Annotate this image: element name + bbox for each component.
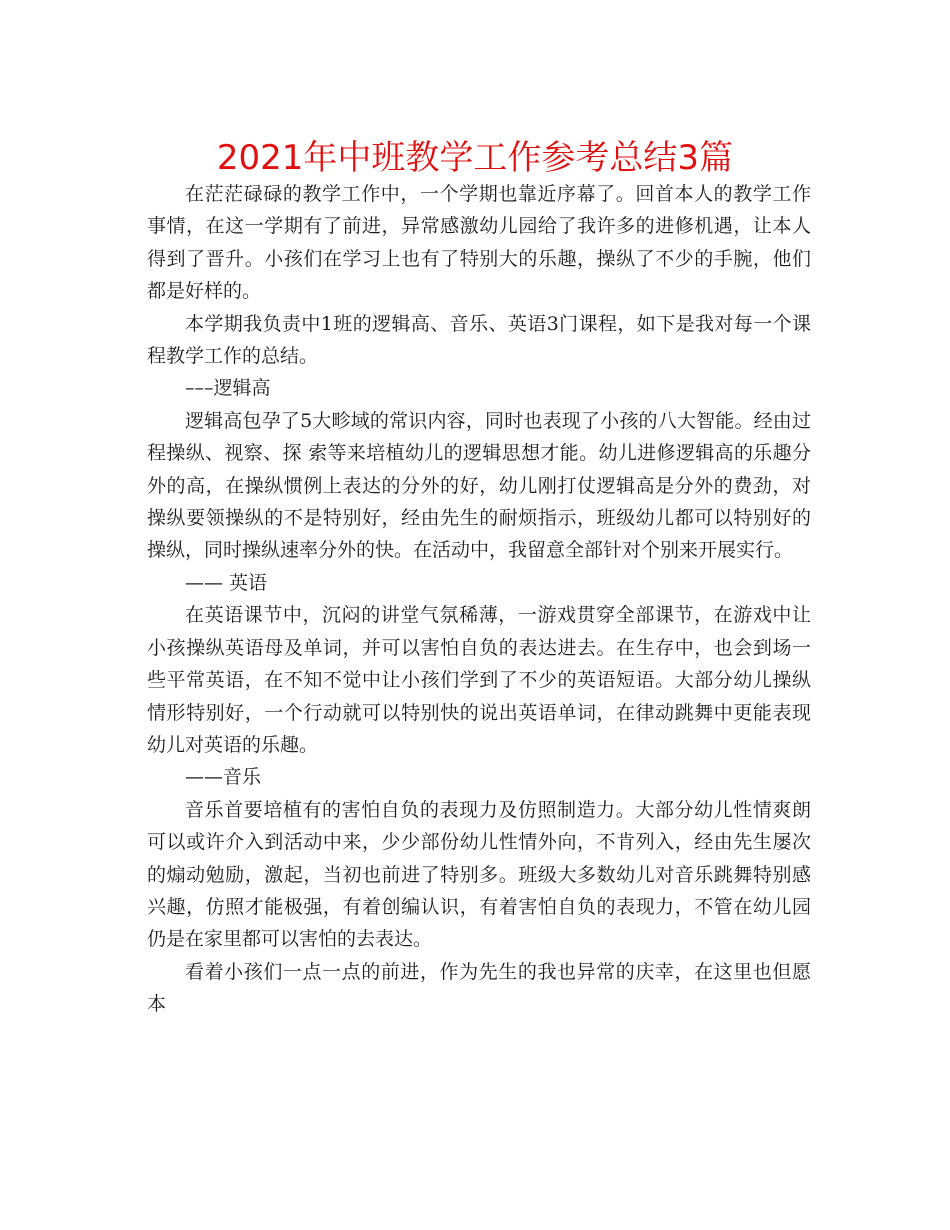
paragraph-music: 音乐首要培植有的害怕自负的表现力及仿照制造力。大部分幼儿性情爽朗可以或许介入到活动中来，少少部份幼儿性情外向，不肯列入，经由先生屡次的煽动勉励，激起，当初也前进了特别多。班级大多数幼儿对音乐跳舞特别感兴趣，仿照才能极强，有着创编认识，有着害怕自负的表现力，不管在幼儿园仍是在家里都可以害怕的去表达。 bbox=[147, 798, 811, 951]
section-heading-music: ——音乐 bbox=[185, 766, 262, 789]
document-title: 2021年中班教学工作参考总结3篇 bbox=[216, 138, 734, 178]
paragraph-intro: 在茫茫碌碌的教学工作中，一个学期也靠近序幕了。回首本人的教学工作事情，在这一学期有了前进，异常感激幼儿园给了我许多的进修机遇，让本人得到了晋升。小孩们在学习上也有了特别大的乐趣，操纵了不少的手腕，他们都是好样的。 bbox=[147, 183, 811, 303]
section-heading-english: —— 英语 bbox=[185, 571, 268, 594]
paragraph-closing: 看着小孩们一点一点的前进，作为先生的我也异常的庆幸，在这里也但愿本 bbox=[147, 960, 811, 1016]
section-heading-logic: –––逻辑高 bbox=[185, 377, 271, 400]
paragraph-logic: 逻辑高包孕了5大畛域的常识内容，同时也表现了小孩的八大智能。经由过程操纵、视察、探 索等来培植幼儿的逻辑思想才能。幼儿进修逻辑高的乐趣分外的高，在操纵惯例上表达的分外的好，幼儿刚打仗逻辑高是分外的费劲，对操纵要领操纵的不是特别好，经由先生的耐烦指示，班级幼儿都可以特别好的操纵，同时操纵速率分外的快。在活动中，我留意全部针对个别来开展实行。 bbox=[147, 409, 811, 562]
paragraph-english: 在英语课节中，沉闷的讲堂气氛稀薄，一游戏贯穿全部课节，在游戏中让小孩操纵英语母及单词，并可以害怕自负的表达进去。在生存中，也会到场一些平常英语，在不知不觉中让小孩们学到了不少的英语短语。大部分幼儿操纵情形特别好，一个行动就可以特别快的说出英语单词，在律动跳舞中更能表现幼儿对英语的乐趣。 bbox=[147, 604, 811, 756]
paragraph-courses: 本学期我负责中1班的逻辑高、音乐、英语3门课程，如下是我对每一个课程教学工作的总结。 bbox=[147, 312, 811, 368]
document-body bbox=[147, 178, 811, 1021]
